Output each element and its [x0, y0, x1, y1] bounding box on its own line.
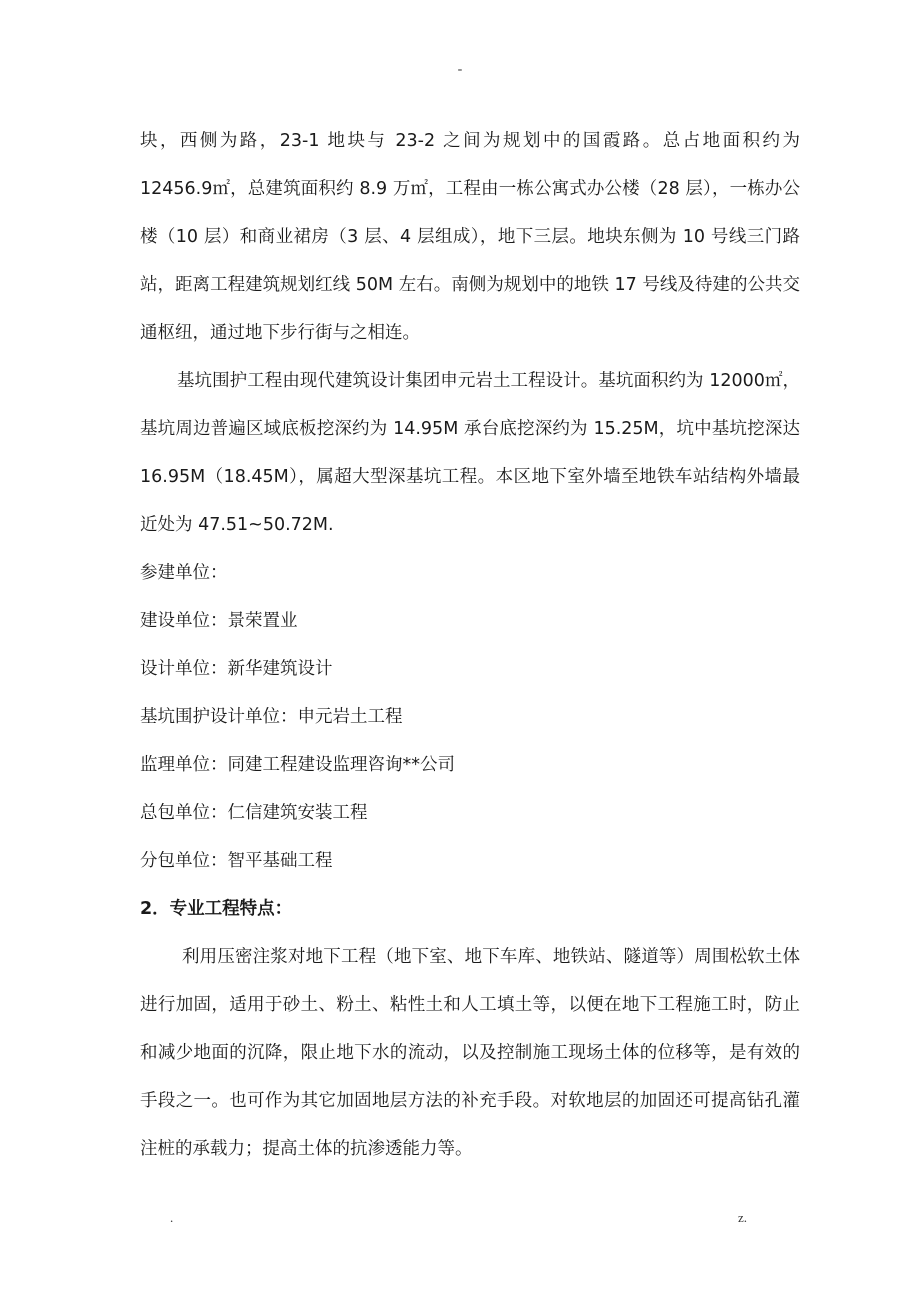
- participant-item-supervisor: 监理单位：同建工程建设监理咨询**公司: [140, 755, 455, 775]
- participant-item-general-contractor: 总包单位：仁信建筑安装工程: [140, 803, 368, 823]
- participant-item-designer: 设计单位：新华建筑设计: [140, 659, 333, 679]
- participant-item-subcontractor: 分包单位：智平基础工程: [140, 851, 333, 871]
- page-footer-right-mark: z.: [738, 1210, 748, 1225]
- section-heading-engineering-features: 2．专业工程特点：: [140, 899, 293, 919]
- participants-title: 参建单位：: [140, 563, 228, 583]
- excavation-support-paragraph: 基坑围护工程由现代建筑设计集团申元岩土工程设计。基坑面积约为 12000㎡，基坑周边普遍区域底板挖深约为 14.95M 承台底挖深约为 15.25M，坑中基坑挖深达 16.95M（18.45M），属超大型深基坑工程。本区地下室外墙至地铁车站结构外墙最近处为 47.51~50.72M.: [140, 371, 800, 535]
- participant-item-owner: 建设单位：景荣置业: [140, 611, 298, 631]
- participant-item-excavation-designer: 基坑围护设计单位：申元岩土工程: [140, 707, 403, 727]
- project-overview-paragraph: 块，西侧为路，23-1 地块与 23-2 之间为规划中的国霞路。总占地面积约为 12456.9㎡，总建筑面积约 8.9 万㎡，工程由一栋公寓式办公楼（28 层），一栋办公楼（10 层）和商业裙房（3 层、4 层组成），地下三层。地块东侧为 10 号线三门路站，距离工程建筑规划红线 50M 左右。南侧为规划中的地铁 17 号线及待建的公共交通枢纽，通过地下步行街与之相连。: [140, 131, 800, 343]
- page-footer-left-mark: .: [170, 1210, 174, 1225]
- engineering-features-paragraph: 利用压密注浆对地下工程（地下室、地下车库、地铁站、隧道等）周围松软土体进行加固，适用于砂土、粉土、粘性土和人工填土等，以便在地下工程施工时，防止和减少地面的沉降，限止地下水的流动，以及控制施工现场土体的位移等，是有效的手段之一。也可作为其它加固地层方法的补充手段。对软地层的加固还可提高钻孔灌注桩的承载力；提高土体的抗渗透能力等。: [140, 947, 800, 1159]
- page-header-mark: -: [457, 62, 463, 77]
- document-body: [140, 117, 800, 1173]
